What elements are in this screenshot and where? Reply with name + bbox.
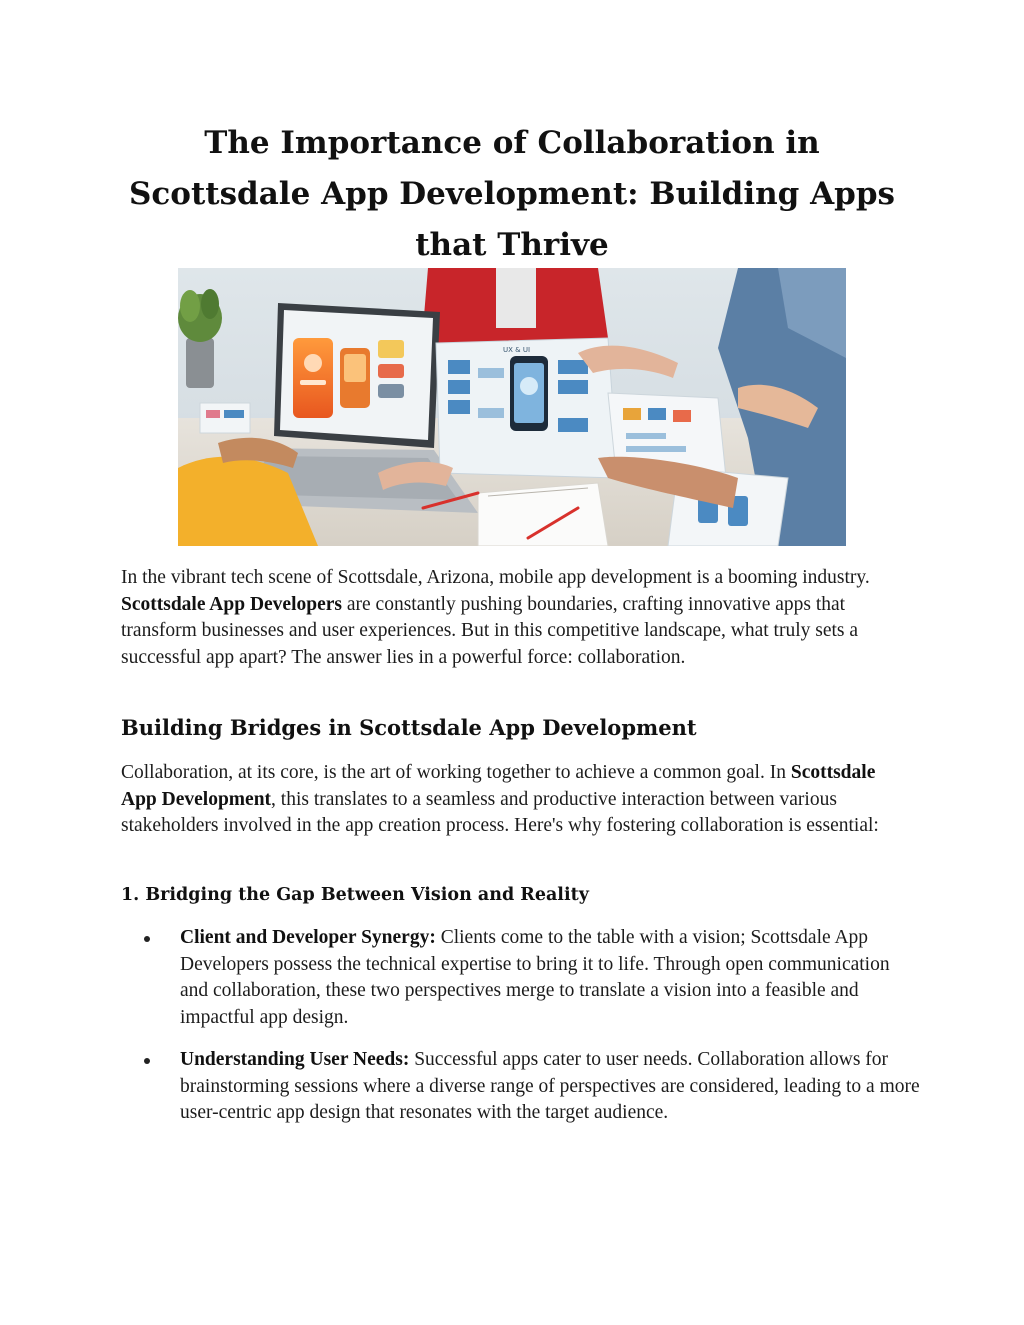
team-collaboration-illustration: [178, 268, 846, 546]
bullet-text: Successful apps cater to user needs. Collaboration allows for brainstorming sessions where a diverse range of perspectives are considered, leading to a more user-centric app design that resonates with the target audience.: [180, 1049, 920, 1123]
intro-text-before: In the vibrant tech scene of Scottsdale, Arizona, mobile app development is a booming industry.: [121, 567, 870, 588]
list-item: [121, 925, 921, 1031]
subheading: 1. Bridging the Gap Between Vision and Reality: [121, 885, 589, 905]
hero-image: [178, 268, 846, 546]
section-text-after: , this translates to a seamless and productive interaction between various stakeholders involved in the app creation process. Here's why fostering collaboration is essential:: [121, 788, 879, 836]
document-title: The Importance of Collaboration in Scottsdale App Development: Building Apps that Thrive: [129, 125, 895, 263]
bullet-lead: Client and Developer Synergy:: [180, 927, 436, 948]
bullet-icon: [144, 936, 150, 942]
intro-paragraph: [121, 565, 911, 671]
bullet-icon: [144, 1058, 150, 1064]
section-text-before: Collaboration, at its core, is the art of working together to achieve a common goal. In: [121, 762, 791, 783]
section-heading: Building Bridges in Scottsdale App Development: [121, 715, 697, 740]
intro-text-after: are constantly pushing boundaries, crafting innovative apps that transform businesses and user experiences. But in this competitive landscape, what truly sets a successful app apart? The answer lies in a powerful force: collaboration.: [121, 593, 859, 668]
section-paragraph: [121, 760, 911, 840]
bullet-list: [121, 925, 921, 1143]
phone-mockup-label: UX & UI: [503, 346, 531, 354]
bullet-text: Clients come to the table with a vision; Scottsdale App Developers possess the technical expertise to bring it to life. Through open communication and collaboration, these two perspectives merge to translate a vision into a feasible and impactful app design.: [180, 927, 890, 1028]
section-emphasis: Scottsdale App Development: [121, 762, 876, 810]
intro-emphasis: Scottsdale App Developers: [121, 593, 342, 615]
list-item: [121, 1047, 921, 1127]
bullet-lead: Understanding User Needs:: [180, 1049, 410, 1070]
